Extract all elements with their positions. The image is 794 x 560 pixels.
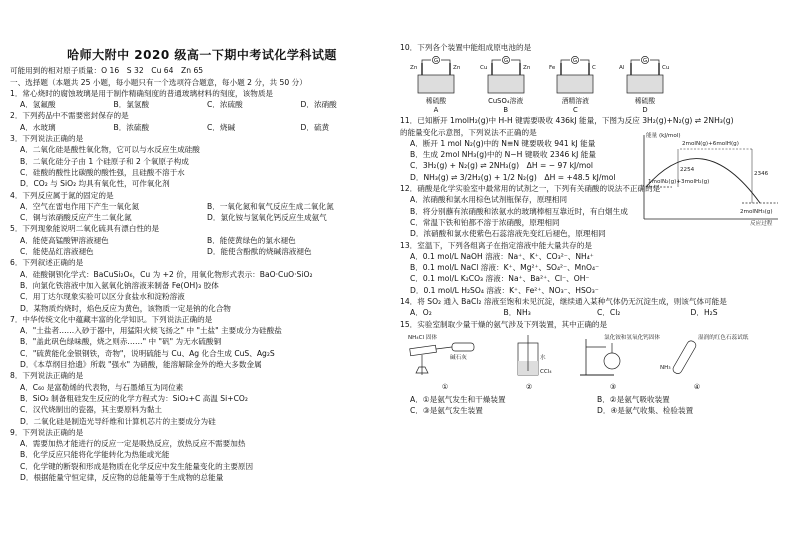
q4-option-d: D．氯化铵与氢氧化钙反应生成氨气	[207, 213, 327, 223]
question-10-stem: 10．下列各个装置中能组成原电池的是	[400, 43, 532, 52]
q2-option-d: D．硫黄	[300, 122, 330, 132]
q1-option-a: A．氢氟酸	[20, 100, 56, 110]
q3-option-a: A．二氧化硅是酸性氧化物，它可以与水反应生成硅酸	[20, 145, 200, 155]
svg-text:Zn: Zn	[453, 65, 461, 72]
q12-option-d: D．浓硝酸和氯水使紫色石蕊溶液先变红后褪色，原理相同	[410, 229, 606, 239]
q12-option-b: B．将分别蘸有浓硝酸和浓氨水的玻璃棒相互靠近时，有白烟生成	[410, 206, 628, 216]
q9-option-c: C．化学键的断裂和形成是物质在化学反应中发生能量变化的主要原因	[20, 461, 254, 471]
svg-text:G: G	[642, 58, 648, 65]
cell-c	[547, 57, 603, 115]
svg-text:Fe: Fe	[549, 65, 556, 72]
svg-text:Al: Al	[618, 65, 625, 72]
apparatus-2-number: ②	[525, 383, 533, 392]
cell-a-diagram	[408, 57, 464, 97]
apparatus-3	[574, 333, 660, 394]
section-heading: 一、选择题（本题共 25 小题，每小题只有一个选项符合题意，每小题 2 分，共 50 分）	[10, 77, 307, 87]
q8-option-c: C．汉代烧制出的瓷器，其主要原料为黏土	[20, 405, 162, 415]
question-13-stem: 13．室温下，下列各组离子在指定溶液中能大量共存的是	[400, 240, 592, 250]
question-7-stem: 7．中华传统文化中蕴藏丰富的化学知识。下列说法正确的是	[10, 314, 213, 324]
q6-option-b: B．向氯化铁溶液中加入氨氧化钠溶液来制备 Fe(OH)₃ 胶体	[20, 280, 219, 290]
q5-option-b: B．能使黄绿色的氯水褪色	[207, 235, 296, 245]
q2-option-a: A．水玻璃	[20, 122, 56, 132]
svg-text:氯化铵和氢氧化钙固体: 氯化铵和氢氧化钙固体	[604, 334, 660, 341]
question-5-options-row2	[10, 246, 394, 257]
cell-d	[617, 57, 673, 115]
question-9-stem: 9．下列说法正确的是	[10, 427, 84, 437]
question-4-options-row1	[10, 201, 394, 212]
ammonia-apparatus	[406, 333, 749, 394]
q6-option-a: A．硅酸铜钡化学式：BaCuSi₂O₆，Cu 为 +2 价，用氧化物形式表示：BaO·CuO·SiO₂	[20, 269, 313, 279]
q15-option-b: B．②是氨气吸收装置	[597, 394, 670, 404]
q15-option-d: D．④是氨气收集、检验装置	[597, 405, 694, 415]
q13-option-d: D．0.1 mol/L H₂SO₄ 溶液：K⁺、Fe²⁺、NO₃⁻、HSO₃⁻	[410, 285, 599, 295]
q15-option-c: C．③是氨气发生装置	[410, 405, 483, 415]
cell-a-solution: 稀硫酸	[425, 97, 447, 106]
q11-option-d: D．NH₃(g) ⇌ 3/2H₂(g) + 1/2 N₂(g) ΔH = +48.5 kJ/mol	[410, 172, 616, 182]
apparatus-1	[406, 333, 484, 394]
apparatus-4-diagram	[658, 333, 749, 379]
question-6-stem: 6．下列叙述正确的是	[10, 258, 84, 268]
q2-option-c: C．烧碱	[207, 122, 236, 132]
q5-option-c: C．能使品红溶液褪色	[20, 247, 94, 257]
q15-option-a: A．①是氨气发生和干燥装置	[410, 394, 506, 404]
q1-option-b: B．氯氢酸	[113, 100, 150, 110]
svg-text:C: C	[592, 65, 597, 72]
q4-option-a: A．空气在雷电作用下产生一氧化氮	[20, 201, 140, 211]
question-15-stem: 15．实验室制取少量干燥的氨气涉及下列装置，其中正确的是	[400, 319, 608, 329]
left-column	[10, 0, 394, 560]
q14-option-b: B．NH₃	[503, 308, 531, 318]
cell-d-diagram	[617, 57, 673, 97]
q1-option-c: C．浓硫酸	[207, 100, 243, 110]
q11-option-a: A．断开 1 mol N₂(g)中的 N≡N 键要吸收 941 kJ 能量	[410, 138, 596, 148]
q3-option-b: B．二氧化硅分子由 1 个硅原子和 2 个氧原子构成	[20, 156, 189, 166]
question-8-stem: 8．下列说法正确的是	[10, 371, 84, 381]
q7-option-b: B．"盖此矾色绿味酸，烧之则赤……" 中 "矾" 为无水硫酸铜	[20, 337, 222, 347]
q7-option-d: D．《本草纲目拾遗》所载 "强水" 为硝酸，能溶解除金外的绝大多数金属	[20, 360, 262, 370]
apparatus-3-diagram	[574, 333, 660, 379]
q13-option-c: C．0.1 mol/L K₂CO₃ 溶液：Na⁺、Ba²⁺、Cl⁻、OH⁻	[410, 274, 590, 284]
apparatus-3-number: ③	[609, 383, 617, 392]
q14-option-d: D．H₂S	[690, 308, 718, 318]
question-14-stem: 14．将 SO₂ 通入 BaCl₂ 溶液至饱和未见沉淀，继续通入某种气体仍无沉淀生成，则该气体可能是	[400, 297, 727, 307]
q2-option-b: B．浓硫酸	[113, 122, 150, 132]
apparatus-4	[658, 333, 749, 394]
question-5-options-row1	[10, 235, 394, 246]
q11-option-b: B．生成 2mol NH₃(g)中的 N−H 键吸收 2346 kJ 能量	[410, 150, 596, 160]
q7-option-a: A．"土盐者……入砂于器中，用猛阳火候飞扬之" 中 "土盐" 主要成分为硅酸盐	[20, 326, 282, 336]
question-2-options	[10, 122, 394, 133]
svg-text:NH₄Cl 固体: NH₄Cl 固体	[408, 334, 438, 341]
svg-text:1molN₂(g)+3molH₂(g): 1molN₂(g)+3molH₂(g)	[648, 179, 710, 186]
question-1-stem: 1．常心烧时的腐蚀玻璃是用于制作精确刻度的普通玻璃材料的刻度，该物质是	[10, 88, 274, 98]
q9-option-a: A．需要加热才能进行的反应一定是吸热反应，放热反应不需要加热	[20, 439, 246, 449]
question-2-stem: 2．下列药品中不需要密封保存的是	[10, 111, 129, 121]
cell-d-solution: 稀硫酸	[634, 97, 656, 106]
apparatus-2-diagram	[490, 333, 568, 379]
question-1-options	[10, 99, 394, 110]
cell-c-letter: C	[572, 106, 578, 115]
question-5-stem: 5．下列现象能说明二氧化硫具有漂白性的是	[10, 224, 160, 234]
apparatus-1-number: ①	[441, 383, 449, 392]
cell-a	[408, 57, 464, 115]
atomic-masses: 可能用到的相对原子质量：O 16 S 32 Cu 64 Zn 65	[10, 66, 204, 76]
question-15-options-row1	[400, 394, 784, 405]
cell-c-solution: 酒精溶液	[561, 97, 589, 106]
q3-option-d: D．CO₂ 与 SiO₂ 均具有氧化性，可作氧化剂	[20, 179, 170, 189]
page-title: 哈师大附中 2020 级高一下期中考试化学科试题	[67, 48, 337, 62]
question-3-stem: 3．下列说法正确的是	[10, 134, 84, 144]
cell-b-letter: B	[503, 106, 508, 115]
cell-c-diagram	[547, 57, 603, 97]
q1-option-d: D．浓硝酸	[300, 100, 337, 110]
q7-option-c: C．"硫黄能化金银钢铁，奇物"，说明硫能与 Cu、Ag 化合生成 CuS、Ag₂S	[20, 348, 275, 358]
q14-option-a: A．O₂	[410, 308, 432, 318]
q3-option-c: C．硅酸的酸性比碳酸的酸性强，且硅酸不溶于水	[20, 167, 185, 177]
q8-option-a: A．C₆₀ 是富勒烯的代表物，与石墨烯互为同位素	[20, 382, 184, 392]
q13-option-b: B．0.1 mol/L NaCl 溶液：K⁺、Mg²⁺、SO₄²⁻、MnO₄⁻	[410, 263, 600, 273]
svg-text:Cu: Cu	[479, 65, 488, 72]
svg-text:Zn: Zn	[410, 65, 418, 72]
question-11-stem: 11．已知断开 1molH₂(g)中 H-H 键需要吸收 436kJ 能量，下图为反应 3H₂(g)+N₂(g) ⇌ 2NH₃(g)	[400, 116, 734, 126]
q8-option-d: D．二氧化硅是制造光导纤维和计算机芯片的主要成分为硅	[20, 416, 216, 426]
svg-text:Cu: Cu	[661, 65, 670, 72]
q9-option-d: D．根据能量守恒定律，反应物的总能量等于生成物的总能量	[20, 472, 224, 482]
svg-text:CCl₄: CCl₄	[540, 368, 552, 375]
q4-option-c: C．铜与浓硝酸反应产生二氧化氮	[20, 213, 132, 223]
svg-text:NH₃: NH₃	[660, 364, 671, 371]
svg-text:反应过程: 反应过程	[750, 221, 773, 228]
svg-text:2346: 2346	[754, 171, 769, 178]
question-4-stem: 4．下列反应属于氮的固定的是	[10, 190, 114, 200]
question-4-options-row2	[10, 212, 394, 223]
question-12-stem: 12．硝酸是化学实验室中最常用的试剂之一，下列有关硝酸的说法不正确的是	[400, 184, 661, 194]
svg-text:湿润的红色石蕊试纸: 湿润的红色石蕊试纸	[698, 334, 749, 341]
cell-b-solution: CuSO₄溶液	[488, 97, 524, 106]
q9-option-b: B．化学反应只能将化学能转化为热能或光能	[20, 450, 170, 460]
cell-b	[478, 57, 534, 115]
q12-option-a: A．浓硝酸和氯水用棕色试剂瓶保存，原理相同	[410, 195, 568, 205]
q5-option-a: A．能使高锰酸钾溶液褪色	[20, 235, 109, 245]
q13-option-a: A．0.1 mol/L NaOH 溶液：Na⁺、K⁺、CO₃²⁻、NH₄⁺	[410, 251, 594, 261]
svg-text:G: G	[433, 58, 439, 65]
svg-text:2molN(g)+6molH(g): 2molN(g)+6molH(g)	[682, 141, 739, 148]
svg-text:G: G	[573, 58, 578, 65]
q14-option-c: C．Cl₂	[597, 308, 621, 318]
q12-option-c: C．常温下铁和铂都不溶于浓硝酸，原理相同	[410, 217, 560, 227]
cell-b-diagram	[478, 57, 534, 97]
q8-option-b: B．SiO₂ 制备粗硅发生反应的化学方程式为：SiO₂+C 高温 Si+CO₂	[20, 393, 248, 403]
q4-option-b: B．一氧化氮和氧气反应生成二氧化氮	[207, 201, 334, 211]
right-column	[400, 0, 784, 560]
apparatus-1-diagram	[406, 333, 484, 379]
q6-option-c: C．用丁达尔现象实验可以区分食盐水和淀粉溶液	[20, 292, 185, 302]
svg-text:G: G	[503, 58, 508, 65]
q6-option-d: D．某物质灼烧时，焰色反应为黄色，该物质一定是钠的化合物	[20, 303, 231, 313]
svg-text:2254: 2254	[680, 167, 695, 174]
svg-text:水: 水	[540, 354, 546, 361]
energy-diagram	[632, 129, 782, 228]
galvanic-cells	[408, 57, 673, 115]
question-14-options	[400, 307, 784, 318]
apparatus-4-number: ④	[693, 383, 701, 392]
cell-d-letter: D	[642, 106, 648, 115]
cell-a-letter: A	[433, 106, 439, 115]
q5-option-d: D．能使含酚酞的烧碱溶液褪色	[207, 247, 312, 257]
svg-text:碱石灰: 碱石灰	[450, 354, 467, 361]
apparatus-2	[490, 333, 568, 394]
svg-text:Zn: Zn	[522, 65, 531, 72]
svg-text:能量 (kJ/mol): 能量 (kJ/mol)	[646, 133, 681, 140]
q11-option-c: C．3H₂(g) + N₂(g) ⇌ 2NH₃(g) ΔH = − 97 kJ/mol	[410, 161, 593, 171]
question-11-stem-2: 的能量变化示意图，下列说法不正确的是	[400, 127, 537, 137]
svg-text:2molNH₃(g): 2molNH₃(g)	[740, 209, 773, 216]
question-15-options-row2	[400, 405, 784, 416]
